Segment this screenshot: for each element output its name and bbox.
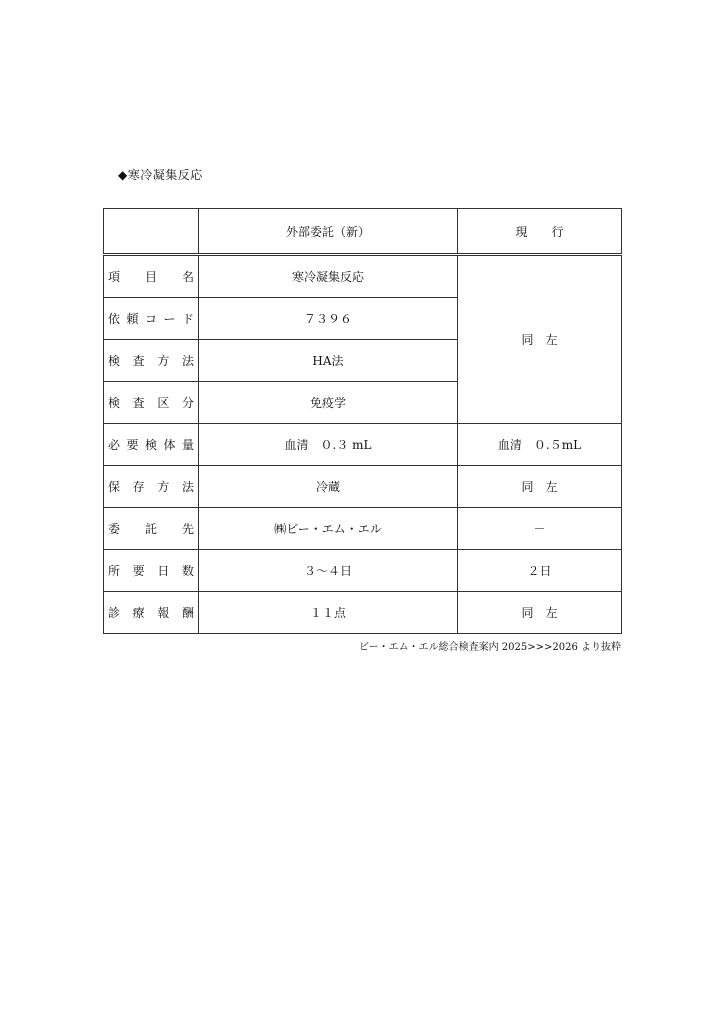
row-label (104, 424, 199, 466)
row-label-text: 検 査 区 分 (108, 396, 194, 410)
row-label-text: 項 目 名 (108, 270, 194, 284)
row-current-value: 同 左 (458, 592, 622, 634)
comparison-table (103, 208, 622, 634)
table-row (104, 255, 622, 298)
row-new-value: 血清 ０.３ mL (199, 424, 458, 466)
merged-current-value: 同 左 (458, 255, 622, 424)
row-current-value: 血清 ０.５mL (458, 424, 622, 466)
header-current: 現 行 (458, 209, 622, 255)
row-new-value: １１点 (199, 592, 458, 634)
row-new-value: 寒冷凝集反応 (199, 255, 458, 298)
row-current-value: － (458, 508, 622, 550)
row-new-value: HA法 (199, 340, 458, 382)
row-new-value: ㈱ビー・エム・エル (199, 508, 458, 550)
row-label (104, 298, 199, 340)
row-label-text: 診 療 報 酬 (108, 606, 194, 620)
row-label-text: 必 要 検 体 量 (108, 438, 194, 452)
table-row (104, 592, 622, 634)
row-label-text: 委 託 先 (108, 522, 194, 536)
row-new-value: 冷蔵 (199, 466, 458, 508)
row-current-value: 同 左 (458, 466, 622, 508)
row-label (104, 508, 199, 550)
row-new-value: ７３９６ (199, 298, 458, 340)
row-label (104, 382, 199, 424)
row-label-text: 依 頼 コ ー ド (108, 312, 194, 326)
row-label (104, 592, 199, 634)
source-note: ビー・エム・エル総合検査案内 2025>>>2026 より抜粋 (359, 642, 621, 653)
table-row (104, 550, 622, 592)
row-label-text: 保 存 方 法 (108, 480, 194, 494)
header-blank-cell (104, 209, 199, 255)
row-label (104, 550, 199, 592)
row-label (104, 255, 199, 298)
row-new-value: ３～４日 (199, 550, 458, 592)
row-current-value: ２日 (458, 550, 622, 592)
header-new: 外部委託（新） (199, 209, 458, 255)
section-heading: ◆寒冷凝集反応 (118, 168, 203, 182)
table-header-row (104, 209, 622, 255)
table-row (104, 466, 622, 508)
table-row (104, 424, 622, 466)
row-label (104, 340, 199, 382)
row-label (104, 466, 199, 508)
row-new-value: 免疫学 (199, 382, 458, 424)
table-row (104, 508, 622, 550)
row-label-text: 所 要 日 数 (108, 564, 194, 578)
row-label-text: 検 査 方 法 (108, 354, 194, 368)
